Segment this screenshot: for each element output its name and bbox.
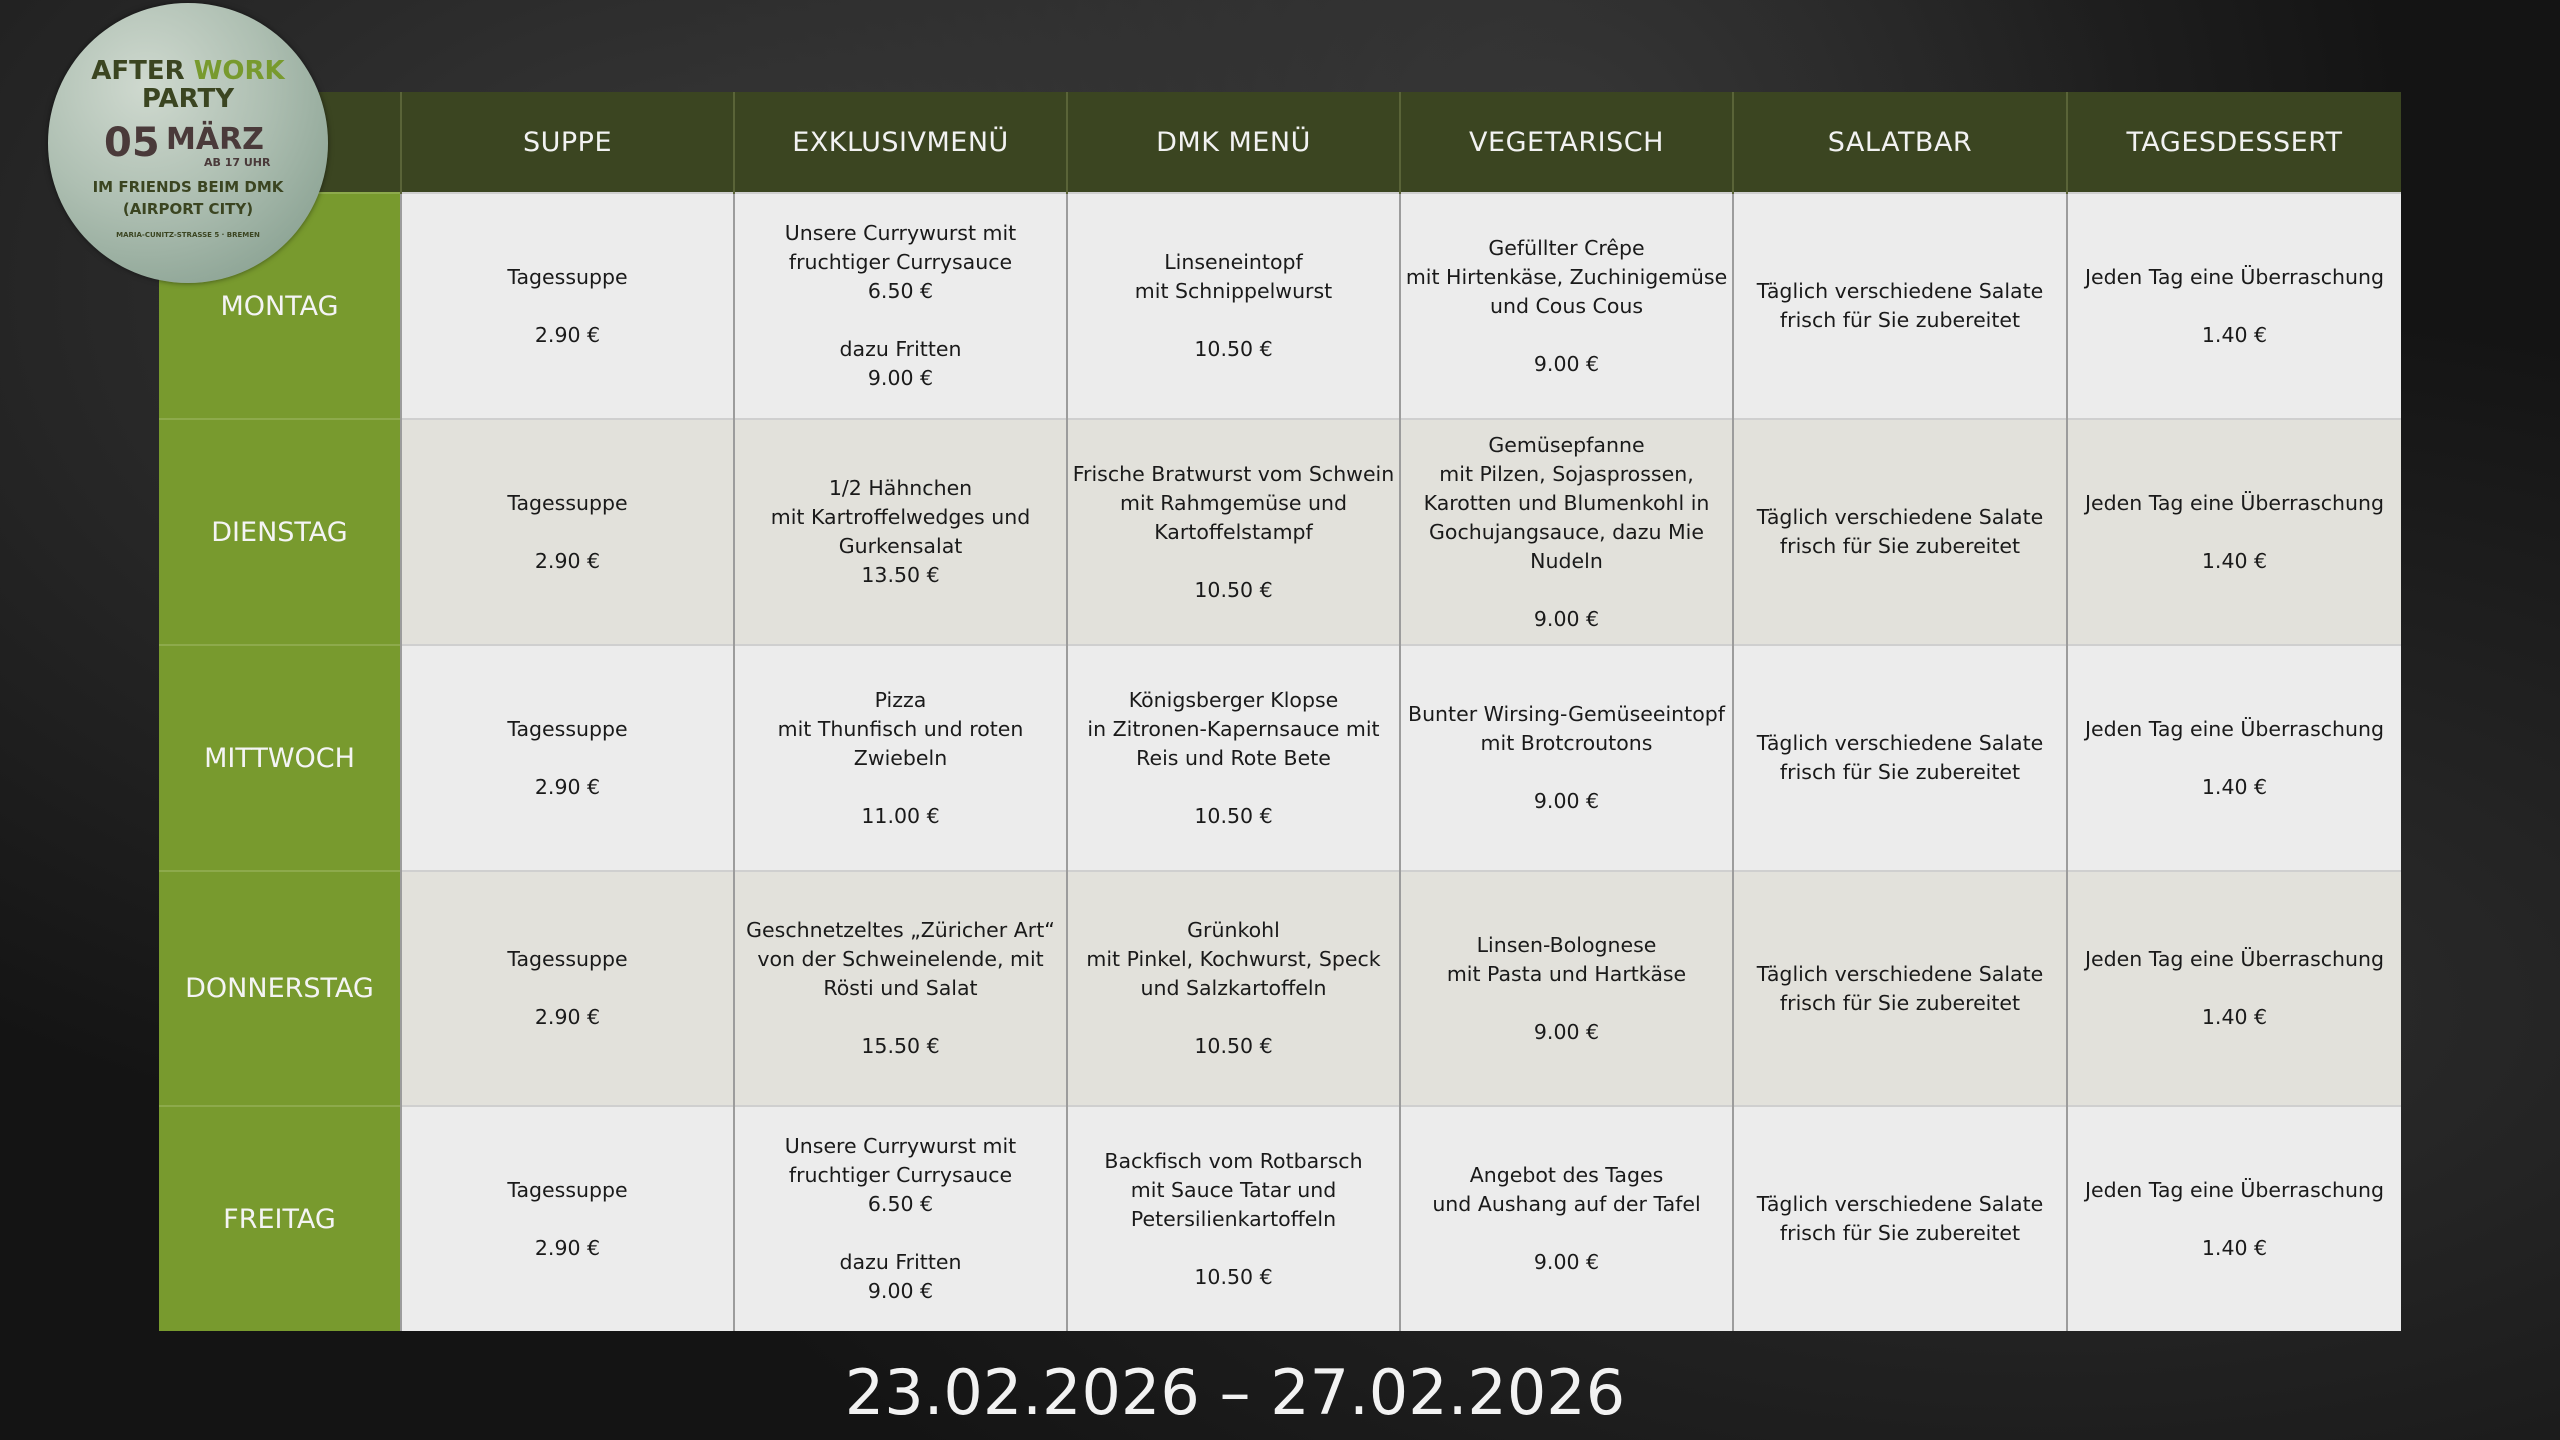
menu-cell: Täglich verschiedene Salate frisch für Sie zubereitet [1733, 419, 2067, 645]
menu-cell: Gemüsepfanne mit Pilzen, Sojasprossen, Karotten und Blumenkohl in Gochujangsauce, dazu Mie Nudeln 9.00 € [1400, 419, 1733, 645]
menu-cell: Jeden Tag eine Überraschung 1.40 € [2067, 1106, 2401, 1331]
badge-title-work: WORK [193, 56, 285, 86]
menu-cell: Unsere Currywurst mit fruchtiger Currysauce 6.50 € dazu Fritten 9.00 € [734, 193, 1067, 419]
menu-cell: Täglich verschiedene Salate frisch für Sie zubereitet [1733, 193, 2067, 419]
menu-cell: Linseneintopf mit Schnippelwurst 10.50 € [1067, 193, 1400, 419]
menu-cell: 1/2 Hähnchen mit Kartroffelwedges und Gurkensalat 13.50 € [734, 419, 1067, 645]
menu-cell: Königsberger Klopse in Zitronen-Kapernsauce mit Reis und Rote Bete 10.50 € [1067, 645, 1400, 871]
menu-cell: Pizza mit Thunfisch und roten Zwiebeln 11.00 € [734, 645, 1067, 871]
menu-cell: Tagessuppe 2.90 € [401, 419, 734, 645]
table-row-mittwoch [159, 645, 2401, 871]
menu-cell: Täglich verschiedene Salate frisch für Sie zubereitet [1733, 1106, 2067, 1331]
badge-location-line2: (AIRPORT CITY) [122, 200, 254, 218]
badge-location-line1: IM FRIENDS BEIM DMK [92, 178, 284, 196]
menu-cell: Unsere Currywurst mit fruchtiger Currysauce 6.50 € dazu Fritten 9.00 € [734, 1106, 1067, 1331]
menu-cell: Linsen-Bolognese mit Pasta und Hartkäse 9.00 € [1400, 871, 1733, 1106]
menu-cell: Frische Bratwurst vom Schwein mit Rahmgemüse und Kartoffelstampf 10.50 € [1067, 419, 1400, 645]
menu-cell: Geschnetzeltes „Züricher Art“ von der Schweinelende, mit Rösti und Salat 15.50 € [734, 871, 1067, 1106]
menu-cell: Jeden Tag eine Überraschung 1.40 € [2067, 419, 2401, 645]
column-header-suppe: SUPPE [401, 92, 734, 193]
column-header-tagesdessert: TAGESDESSERT [2067, 92, 2401, 193]
badge-title-line2: PARTY [141, 84, 235, 114]
header-row [159, 92, 2401, 193]
badge-day: 05 [104, 120, 160, 166]
menu-cell: Jeden Tag eine Überraschung 1.40 € [2067, 193, 2401, 419]
column-header-dmk-menue: DMK MENÜ [1067, 92, 1400, 193]
menu-cell: Backfisch vom Rotbarsch mit Sauce Tatar und Petersilienkartoffeln 10.50 € [1067, 1106, 1400, 1331]
menu-cell: Tagessuppe 2.90 € [401, 871, 734, 1106]
menu-cell: Angebot des Tages und Aushang auf der Tafel 9.00 € [1400, 1106, 1733, 1331]
menu-cell: Bunter Wirsing-Gemüseeintopf mit Brotcroutons 9.00 € [1400, 645, 1733, 871]
after-work-party-badge [48, 3, 328, 283]
column-header-exklusivmenue: EXKLUSIVMENÜ [734, 92, 1067, 193]
badge-time: AB 17 UHR [204, 156, 271, 169]
week-date-range: 23.02.2026 – 27.02.2026 [844, 1356, 1626, 1429]
day-label: MITTWOCH [159, 645, 401, 871]
menu-cell: Jeden Tag eine Überraschung 1.40 € [2067, 871, 2401, 1106]
weekly-menu-table [159, 92, 2401, 1331]
menu-cell: Gefüllter Crêpe mit Hirtenkäse, Zuchinigemüse und Cous Cous 9.00 € [1400, 193, 1733, 419]
badge-month: MÄRZ [166, 122, 264, 157]
badge-title-line1 [48, 57, 328, 85]
table-row-donnerstag [159, 871, 2401, 1106]
menu-cell: Täglich verschiedene Salate frisch für Sie zubereitet [1733, 645, 2067, 871]
table-row-dienstag [159, 419, 2401, 645]
table-row-montag [159, 193, 2401, 419]
badge-title-after: AFTER [91, 56, 194, 86]
day-label: MONTAG [159, 193, 401, 419]
menu-cell: Jeden Tag eine Überraschung 1.40 € [2067, 645, 2401, 871]
table-row-freitag [159, 1106, 2401, 1331]
menu-cell: Täglich verschiedene Salate frisch für Sie zubereitet [1733, 871, 2067, 1106]
badge-address: MARIA-CUNITZ-STRASSE 5 · BREMEN [116, 231, 260, 239]
menu-cell: Tagessuppe 2.90 € [401, 1106, 734, 1331]
column-header-salatbar: SALATBAR [1733, 92, 2067, 193]
menu-cell: Grünkohl mit Pinkel, Kochwurst, Speck und Salzkartoffeln 10.50 € [1067, 871, 1400, 1106]
badge-date [48, 119, 328, 171]
menu-cell: Tagessuppe 2.90 € [401, 645, 734, 871]
column-header-vegetarisch: VEGETARISCH [1400, 92, 1733, 193]
day-label: FREITAG [159, 1106, 401, 1331]
day-label: DIENSTAG [159, 419, 401, 645]
day-label: DONNERSTAG [159, 871, 401, 1106]
menu-cell: Tagessuppe 2.90 € [401, 193, 734, 419]
